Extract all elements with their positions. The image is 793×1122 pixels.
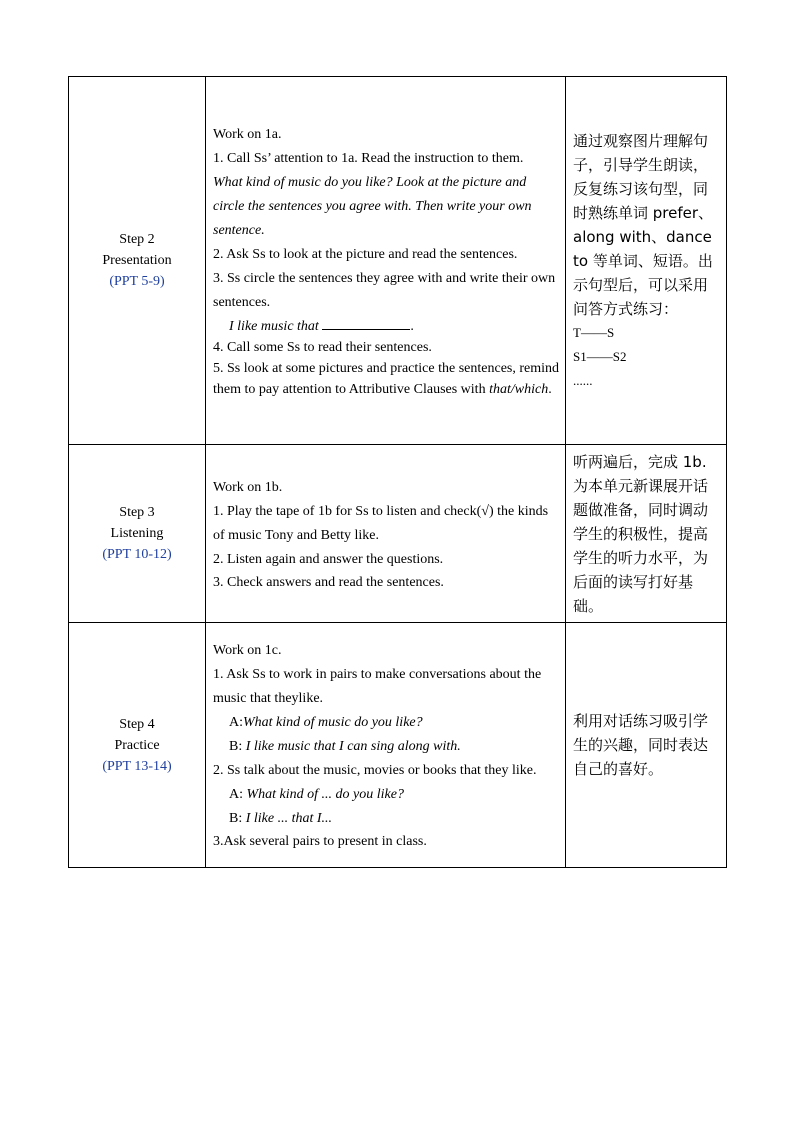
procedure-line [213,358,559,400]
purpose-text: ...... [573,372,593,388]
step-number: Step 4 [119,716,155,732]
step-title: Practice [114,737,160,753]
step-cell [69,623,206,868]
dialogue-line [213,807,559,831]
procedure-line: 2. Ss talk about the music, movies or books that they like. [213,763,537,778]
purpose-text: 利用对话练习吸引学生的兴趣，同时表达自己的喜好。 [573,712,709,778]
dialogue-line [213,783,559,807]
procedure-line: 1. Ask Ss to work in pairs to make conversations about the music that theylike. [213,667,542,706]
purpose-cell [566,77,727,445]
purpose-text: 听两遍后，完成 1b. 为本单元新课展开话题做准备，同时调动学生的积极性，提高学生的听力水平，为后面的读写打好基础。 [573,452,709,615]
step-cell [69,445,206,623]
procedure-line: 1. Play the tape of 1b for Ss to listen and check(√) the kinds of music Tony and Betty like. [213,503,549,543]
procedure-line: 3. Ss circle the sentences they agree with and write their own sentences. [213,270,556,310]
step-number: Step 3 [119,505,155,520]
dialogue-line [213,711,559,735]
procedure-line: 3.Ask several pairs to present in class. [213,834,427,849]
procedure-sentence-frame [213,315,559,337]
purpose-cell [566,623,727,868]
procedure-text: . [548,381,552,397]
step-title: Presentation [102,253,172,268]
dialogue-line [213,735,559,759]
sentence-frame-end: . [410,318,414,334]
ppt-range: (PPT 13-14) [102,758,172,774]
step-title: Listening [110,526,164,541]
table-row [69,77,727,445]
table-row [69,445,727,623]
procedure-line: 4. Call some Ss to read their sentences. [213,339,432,355]
purpose-text: S1——S2 [573,348,627,364]
purpose-cell [566,445,727,623]
fill-in-blank [322,315,410,330]
procedure-heading: Work on 1a. [213,126,282,142]
procedure-line: 2. Listen again and answer the questions. [213,551,444,567]
dialogue-text: What kind of ... do you like? [246,787,404,802]
step-number: Step 2 [119,232,155,247]
lesson-plan-table [68,76,727,868]
speaker-label: B: [229,811,246,826]
ppt-range: (PPT 10-12) [102,547,172,562]
procedure-text: 5. Ss look at some pictures and practice the sentences, remind them to pay attention to Attributive Clauses with [213,360,560,397]
dialogue-text: What kind of music do you like? [243,715,423,730]
procedure-cell [206,77,566,445]
procedure-line: 2. Ask Ss to look at the picture and read the sentences. [213,246,518,262]
procedure-heading: Work on 1b. [213,479,283,495]
purpose-text: 通过观察图片理解句子，引导学生朗读，反复练习该句型，同时熟练单词 prefer、along with、dance to 等单词、短语。出示句型后，可以采用问答方式练习： [573,131,714,318]
procedure-instruction: What kind of music do you like? Look at the picture and circle the sentences you agree with. Then write your own sentence. [213,174,532,238]
procedure-line: 3. Check answers and read the sentences. [213,574,444,590]
speaker-label: B: [229,739,246,754]
procedure-heading: Work on 1c. [213,643,282,658]
purpose-text: T——S [573,324,615,340]
dialogue-text: I like music that I can sing along with. [245,739,461,754]
table-row [69,623,727,868]
speaker-label: A: [229,715,243,730]
speaker-label: A: [229,787,247,802]
dialogue-text: I like ... that I... [245,811,333,826]
procedure-line: 1. Call Ss’ attention to 1a. Read the instruction to them. [213,150,524,166]
ppt-range: (PPT 5-9) [109,274,165,289]
step-cell [69,77,206,445]
sentence-frame-text: I like music that [229,318,323,334]
procedure-cell [206,623,566,868]
procedure-cell [206,445,566,623]
procedure-emphasis: that/which [489,381,549,397]
